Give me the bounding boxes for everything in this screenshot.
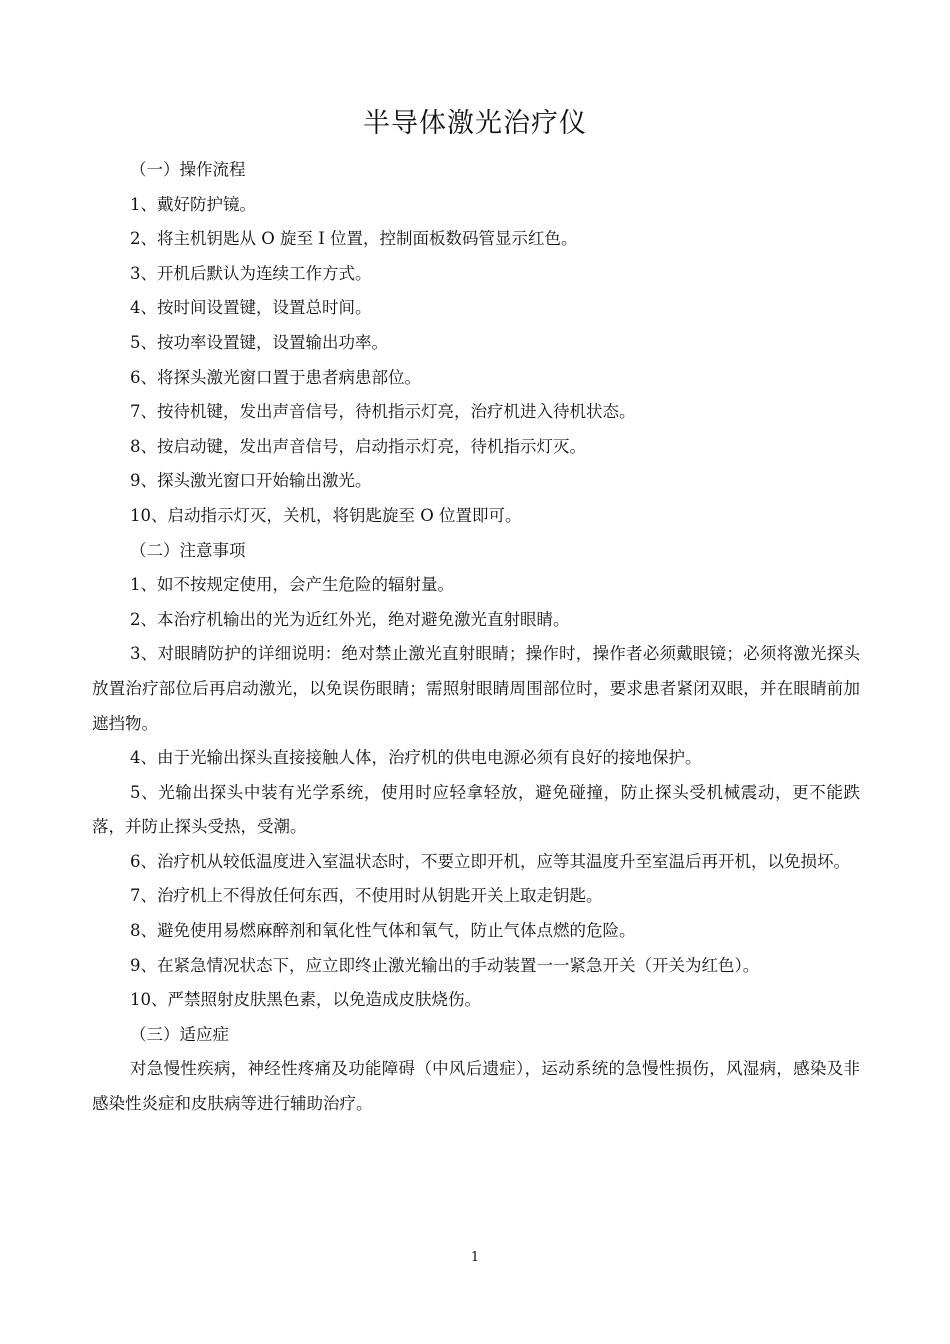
page-number: 1 [470, 1250, 480, 1265]
list-item: 10、严禁照射皮肤黑色素，以免造成皮肤烧伤。 [130, 990, 481, 1010]
document-title: 半导体激光治疗仪 [363, 108, 587, 139]
list-item: 9、探头激光窗口开始输出激光。 [130, 471, 372, 491]
list-item: 1、戴好防护镜。 [130, 194, 256, 214]
list-item: 3、开机后默认为连续工作方式。 [130, 263, 372, 283]
list-item: 4、按时间设置键，设置总时间。 [130, 298, 372, 318]
list-item: 2、本治疗机输出的光为近红外光，绝对避免激光直射眼睛。 [130, 609, 570, 629]
list-item: 9、在紧急情况状态下，应立即终止激光输出的手动装置一一紧急开关（开关为红色）。 [130, 955, 760, 975]
list-item: 6、将探头激光窗口置于患者病患部位。 [130, 367, 421, 387]
list-item: 4、由于光输出探头直接接触人体，治疗机的供电电源必须有良好的接地保护。 [130, 748, 702, 768]
document-body [92, 153, 860, 1122]
list-item: 7、按待机键，发出声音信号，待机指示灯亮，治疗机进入待机状态。 [130, 402, 636, 422]
paragraph: 对急慢性疾病，神经性疼痛及功能障碍（中风后遗症），运动系统的急慢性损伤，风湿病，感染及非感染性炎症和皮肤病等进行辅助治疗。 [92, 1059, 860, 1114]
section-heading-precautions: （二）注意事项 [130, 540, 246, 560]
section-heading-operation: （一）操作流程 [130, 160, 246, 179]
list-item: 8、避免使用易燃麻醉剂和氧化性气体和氧气，防止气体点燃的危险。 [130, 921, 636, 941]
list-item: 2、将主机钥匙从 O 旋至 I 位置，控制面板数码管显示红色。 [130, 229, 578, 249]
list-item: 6、治疗机从较低温度进入室温状态时，不要立即开机，应等其温度升至室温后再开机，以免损坏。 [130, 851, 850, 871]
list-item: 10、启动指示灯灭，关机，将钥匙旋至 O 位置即可。 [130, 505, 522, 525]
list-item: 5、按功率设置键，设置输出功率。 [130, 332, 388, 352]
list-item: 1、如不按规定使用，会产生危险的辐射量。 [130, 575, 454, 595]
list-item: 7、治疗机上不得放任何东西，不使用时从钥匙开关上取走钥匙。 [130, 886, 603, 906]
list-item: 3、对眼睛防护的详细说明：绝对禁止激光直射眼睛；操作时，操作者必须戴眼镜；必须将激光探头放置治疗部位后再启动激光，以免误伤眼睛；需照射眼睛周围部位时，要求患者紧闭双眼，并在眼睛前加遮挡物。 [92, 644, 860, 733]
list-item: 5、光输出探头中装有光学系统，使用时应轻拿轻放，避免碰撞，防止探头受机械震动，更不能跌落，并防止探头受热，受潮。 [92, 782, 860, 837]
list-item: 8、按启动键，发出声音信号，启动指示灯亮，待机指示灯灭。 [130, 436, 586, 456]
section-heading-indications: （三）适应症 [130, 1024, 229, 1044]
